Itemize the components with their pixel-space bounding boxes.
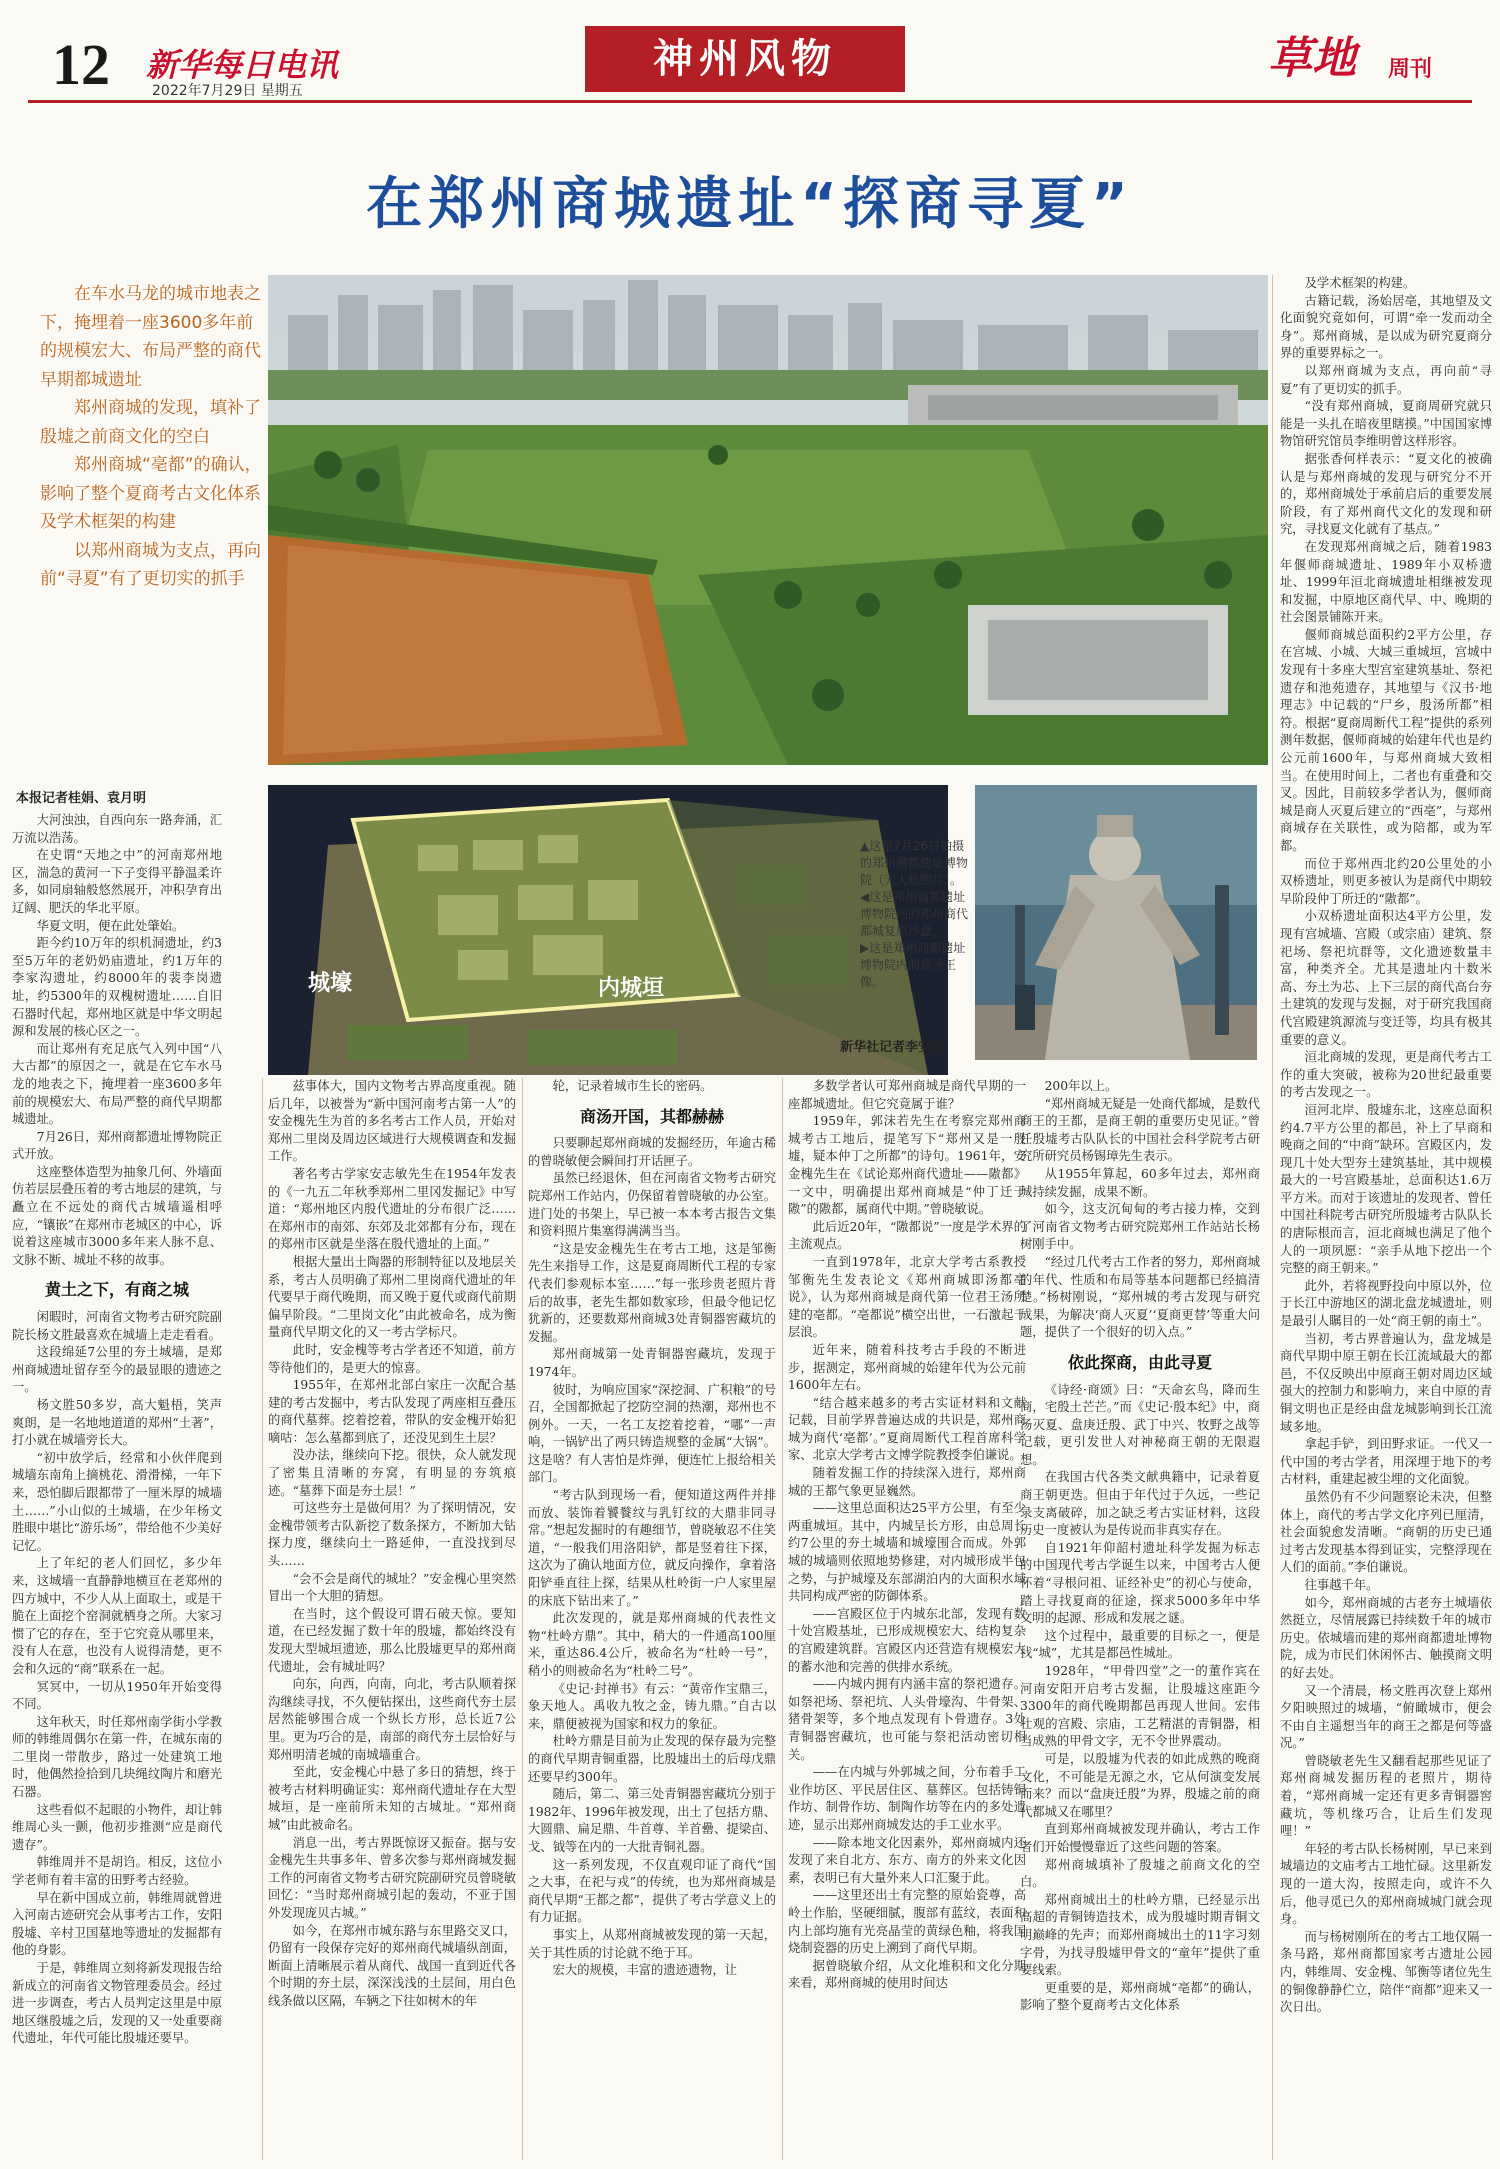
article-column-2 [268, 1078, 516, 2160]
paragraph: ——除本地文化因素外，郑州商城内还发现了来自北方、东方、南方的外来文化因素，表明已有大量外来人口汇聚于此。 [788, 1835, 1026, 1885]
paragraph: 曾晓敏老先生又翻看起那些见证了郑州商城发掘历程的老照片，期待着，“郑州商城一定还有更多青铜器窖藏坑，等机缘巧合，让后生们发现哩！” [1280, 1753, 1492, 1839]
paragraph: 1928年，“甲骨四堂”之一的董作宾在河南安阳开启考古发掘，让殷墟这座距今3300年的商代晚期都邑再现人世间。宏伟壮观的宫殿、宗庙，工艺精湛的青铜器，相当成熟的甲骨文字，无不令世界震动。 [1020, 1664, 1260, 1749]
paragraph: 消息一出，考古界既惊讶又振奋。据与安金槐先生共事多年、曾多次参与郑州商城发掘工作的河南省文物考古研究院副研究员曾晓敏回忆：“当时郑州商城引起的轰动，不亚于国外发现庞贝古城。” [268, 1835, 516, 1920]
page-number: 12 [52, 32, 110, 97]
column-divider [522, 1078, 523, 2160]
paragraph: 韩维周并不是胡诌。相反，这位小学老师有着丰富的田野考古经验。 [12, 1855, 222, 1888]
paragraph: 在当时，这个假设可谓石破天惊。要知道，在已经发掘了数十年的殷墟，都始终没有发现大型城垣遗迹，那么比殷墟更早的郑州商代遗址，会有城址吗？ [268, 1606, 516, 1674]
paragraph: 此时，安金槐等考古学者还不知道，前方等待他们的，是更大的惊喜。 [268, 1342, 516, 1375]
paragraph: 随后，第二、第三处青铜器窖藏坑分别于1982年、1996年被发现，出土了包括方鼎、大圆鼎、扁足鼎、牛首尊、羊首罍、提梁卣、戈、钺等在内的一大批青铜礼器。 [528, 1787, 776, 1854]
weekly-logo-text: 草地 [1268, 33, 1356, 84]
article-column-4 [788, 1078, 1026, 2160]
paragraph: 而与杨树刚所在的考古工地仅隔一条马路，郑州商都国家考古遗址公园内，韩维周、安金槐、邹衡等诸位先生的铜像静静伫立，陪伴“商都”迎来又一次日出。 [1280, 1929, 1492, 2015]
newspaper-brand: 新华每日电讯 [146, 46, 339, 84]
paragraph: 郑州商城第一处青铜器窖藏坑，发现于1974年。 [528, 1347, 776, 1379]
city-model-photo [268, 785, 948, 1075]
article-column-5 [1020, 1078, 1260, 2160]
paragraph: “没有郑州商城，夏商周研究就只能是一头扎在暗夜里瞎摸。”中国国家博物馆研究馆员李维明曾这样形容。 [1280, 399, 1492, 449]
paragraph: 郑州商城出土的杜岭方鼎，已经显示出高超的青铜铸造技术，成为殷墟时期青铜文明巅峰的先声；而郑州商城出土的11字习刻字骨，为找寻殷墟甲骨文的“童年”提供了重要线索。 [1020, 1892, 1260, 1978]
tang-statue-photo [975, 785, 1257, 1060]
paragraph: 在史谓“天地之中”的河南郑州地区，湍急的黄河一下子变得平静温柔许多，如同扇轴般悠然展开，冲积孕育出辽阔、肥沃的华北平原。 [12, 848, 222, 915]
paragraph: 此次发现的，就是郑州商城的代表性文物“杜岭方鼎”。其中，稍大的一件通高100厘米，重达86.4公斤，被命名为“杜岭一号”，稍小的则被命名为“杜岭二号”。 [528, 1611, 776, 1678]
paragraph: 如今，这支沉甸甸的考古接力棒，交到了河南省文物考古研究院郑州工作站站长杨树刚手中。 [1020, 1202, 1260, 1252]
paragraph: 及学术框架的构建。 [1304, 276, 1416, 290]
paragraph: “经过几代考古工作者的努力，郑州商城的年代、性质和布局等基本问题都已经搞清楚。”杨树刚说，“郑州城的考古发现与研究成果，为解决‘商人灭夏’‘夏商更替’等重大问题，提供了一个很好的切入点。” [1020, 1254, 1260, 1340]
paragraph: 1959年，郭沫若先生在考察完郑州商城考古工地后，提笔写下“郑州又是一殷墟，疑本仲丁之所都”的诗句。1961年，安金槐先生在《试论郑州商代遗址——隞都》一文中，明确提出郑州商城是“仲丁迁于隞”的隞都，属商代中期。”曾晓敏说。 [788, 1114, 1026, 1217]
paragraph: 向东，向西，向南，向北，考古队顺着探沟继续寻找，不久便钻探出，这些商代夯土层居然能够围合成一个纵长方形，总长近7公里。更为巧合的是，南部的商代夯土层恰好与郑州明清老城的南城墙重合。 [268, 1677, 516, 1762]
paragraph: 这些看似不起眼的小物件，却让韩维周心头一颤，他初步推测“应是商代遗存”。 [12, 1802, 222, 1852]
paragraph: ——内城内拥有内涵丰富的祭祀遗存。如祭祀场、祭祀坑、人头骨壕沟、牛骨架、猪骨架等，多个地点发现有卜骨遗存。3处青铜器窖藏坑，也可能与祭祀活动密切相关。 [788, 1677, 1026, 1762]
subheading: 依此探商，由此寻夏 [1067, 1352, 1212, 1372]
paragraph: 著名考古学家安志敏先生在1954年发表的《一九五二年秋季郑州二里冈发掘记》中写道：“郑州地区内殷代遗址的分布很广泛……在郑州市的南郊、东郊及北郊都有分布，现在的郑州市区就是坐落在殷代遗址的上面。” [268, 1166, 516, 1252]
paragraph: 多数学者认可郑州商城是商代早期的一座都城遗址。但它究竟属于谁？ [788, 1079, 1026, 1111]
paragraph: 拿起手铲，到田野求证。一代又一代中国的考古学者，用深埋于地下的考古材料，重建起被尘埋的文化面貌。 [1280, 1437, 1492, 1487]
city-model-illustration [268, 785, 948, 1075]
paragraph: 此外，若将视野投向中原以外，位于长江中游地区的湖北盘龙城遗址，则是最引人瞩目的一处“商王朝的南土”。 [1280, 1278, 1492, 1329]
paragraph: 于是，韩维周立刻将新发现报告给新成立的河南省文物管理委员会。经过进一步调查，考古人员判定这里是中原地区继殷墟之后，发现的又一处重要商代遗址，年代可能比殷墟还要早。 [12, 1961, 222, 2046]
paragraph: 这座整体造型为抽象几何、外墙面仿若层层叠压着的考古地层的建筑，与矗立在不远处的商代古城墙遥相呼应，“镶嵌”在郑州市老城区的中心，诉说着这座城市3000多年来人脉不息、文脉不断、城址不移的故事。 [12, 1164, 222, 1267]
column-divider [1272, 275, 1273, 2160]
aerial-photo-illustration [268, 275, 1268, 765]
paragraph: “考古队到现场一看，便知道这两件并排而放、装饰着饕餮纹与乳钉纹的大鼎非同寻常。”想起发掘时的有趣细节，曾晓敏忍不住笑道，“一般我们用洛阳铲，都是竖着往下探，这次为了确认地面方位，就反向操作，拿着洛阳铲垂直往上探，结果从杜岭街一户人家里屋的床底下钻出来了。” [528, 1488, 776, 1608]
paragraph: 宏大的规模，丰富的遗迹遗物，让 [552, 1963, 738, 1978]
paragraph: 往事越千年。 [1304, 1577, 1379, 1592]
paragraph: 古籍记载，汤始居亳，其地望及文化面貌究竟如何，可谓“牵一发而动全身”。郑州商城，是以成为研究夏商分界的重要界标之一。 [1280, 293, 1492, 361]
paragraph: 而让郑州有充足底气入列中国“八大古都”的原因之一，就是在它车水马龙的地表之下，掩埋着一座3600多年前的规模宏大、布局严整的商代早期都城遗址。 [12, 1041, 222, 1127]
paragraph: 自1921年仰韶村遗址科学发掘为标志的中国现代考古学诞生以来，中国考古人便怀着“寻根问祖、证经补史”的初心与使命，踏上寻找夏商的征途，探求5000多年中华文明的起源、形成和发展之谜。 [1020, 1540, 1260, 1626]
paragraph: 大河浊浊，自西向东一路奔涌，汇万流以浩荡。 [12, 813, 222, 845]
paragraph: 距今约10万年的织机洞遗址，约3至5万年的老奶奶庙遗址，约1万年的李家沟遗址，约8000年的裴李岗遗址，约5300年的双槐树遗址……自旧石器时代起，郑州地区就是中华文明起源和发展的核心区之一。 [12, 936, 222, 1039]
paragraph: 可这些夯土是做何用？为了探明情况，安金槐带领考古队新挖了数条探方，不断加大钻探力度，继续向土一路延伸，一直没找到尽头…… [268, 1501, 516, 1569]
paragraph: 如今，郑州商城的古老夯土城墙依然挺立，尽情展露已持续数千年的城市历史。依城墙而建的郑州商都遗址博物院，成为市民们休闲怀古、触摸商文明的好去处。 [1280, 1595, 1492, 1680]
section-title: 神州风物 [585, 26, 905, 92]
paragraph: 《诗经·商颂》曰：“天命玄鸟，降而生商，宅殷土芒芒。”而《史记·殷本纪》中，商汤灭夏、盘庚迁殷、武丁中兴、牧野之战等记载，更引发世人对神秘商王朝的无限遐想。 [1020, 1382, 1260, 1467]
paragraph: 虽然已经退休，但在河南省文物考古研究院郑州工作站内，仍保留着曾晓敏的办公室。进门处的书架上，早已被一本本考古报告文集和资料照片集塞得满满当当。 [528, 1171, 776, 1239]
paragraph: 这年秋天，时任郑州南学街小学教师的韩维周偶尔在第一件，在城东南的二里岗一带散步，路过一处建筑工地时，他偶然捡拾到几块绳纹陶片和磨光石器。 [12, 1714, 222, 1800]
paragraph: ——宫殿区位于内城东北部，发现有数十处宫殿基址，已形成规模宏大、结构复杂的宫殿建筑群。宫殿区内还营造有规模宏大的蓄水池和完善的供排水系统。 [788, 1606, 1026, 1674]
article-column-1 [12, 812, 222, 2160]
article-column-3 [528, 1078, 776, 2160]
intro-point: 郑州商城的发现，填补了殷墟之前商文化的空白 [40, 398, 261, 447]
paragraph: 偃师商城总面积约2平方公里，存在宫城、小城、大城三重城垣，宫城中发现有十多座大型宫室建筑基址、祭祀遗存和池苑遗存，其地望与《汉书·地理志》中记载的“尸乡，殷汤所都”相符。根据“夏商周断代工程”提供的系列测年数据，偃师商城的始建年代也是约公元前1600年，与郑州商城大致相当。在使用时间上，二者也有重叠和交叉。因此，目前较多学者认为，偃师商城是商人灭夏后建立的“西亳”，与郑州商城存在关联性，或为陪都，或为军都。 [1280, 627, 1492, 853]
model-label-inner-wall: 内城垣 [598, 976, 665, 1001]
paragraph: 又一个清晨，杨文胜再次登上郑州夕阳映照过的城墙，“俯瞰城市，便会不由自主遥想当年的商王之都是何等盛况。” [1280, 1683, 1492, 1751]
paragraph: “郑州商城无疑是一处商代都城，是数代商王的王都，是商王朝的重要历史见证。”曾任殷墟考古队队长的中国社会科学院考古研究所研究员杨锡璋先生表示。 [1020, 1096, 1260, 1164]
photo-credit: 新华社记者李安摄 [840, 1040, 945, 1055]
paragraph: 这段绵延7公里的夯土城墙，是郑州商城遗址留存至今的最显眼的遗迹之一。 [12, 1345, 222, 1395]
paragraph: 此后近20年，“隞都说”一度是学术界的主流观点。 [788, 1219, 1026, 1252]
header-rule [28, 100, 1472, 103]
paragraph: 只要聊起郑州商城的发掘经历，年逾古稀的曾晓敏便会瞬间打开话匣子。 [528, 1136, 776, 1168]
paragraph: 1955年，在郑州北部白家庄一次配合基建的考古发掘中，考古队发现了两座相互叠压的商代墓葬。挖着挖着，带队的安金槐开始犯嘀咕：怎么墓都到底了，还没见到生土层？ [268, 1378, 516, 1445]
paragraph: 兹事体大，国内文物考古界高度重视。随后几年，以被誉为“新中国河南考古第一人”的安金槐先生为首的多名考古工作人员，开始对郑州二里岗及周边区域进行大规模调查和发掘工作。 [268, 1079, 516, 1164]
column-divider [782, 1078, 783, 2160]
paragraph: 至此，安金槐心中悬了多日的猜想，终于被考古材料明确证实：郑州商代遗址存在大型城垣，是一座前所未知的古城址。“郑州商城”由此被命名。 [268, 1765, 516, 1832]
museum-aerial-photo [268, 275, 1268, 765]
paragraph: 可是，以殷墟为代表的如此成熟的晚商文化，不可能是无源之水，它从何演变发展而来？而以“盘庚迁殷”为界，殷墟之前的商代都城又在哪里？ [1020, 1751, 1260, 1819]
paragraph: 7月26日，郑州商都遗址博物院正式开放。 [12, 1129, 222, 1162]
subheading: 黄土之下，有商之城 [44, 1280, 189, 1300]
paragraph: 杜岭方鼎是目前为止发现的保存最为完整的商代早期青铜重器，比殷墟出土的后母戊鼎还要早约300年。 [528, 1734, 776, 1784]
paragraph: 一直到1978年，北京大学考古系教授邹衡先生发表论文《郑州商城即汤都亳说》，认为郑州商城是商代第一位君王汤所建的亳都。“亳都说”横空出世，一石激起千层浪。 [788, 1254, 1026, 1340]
paragraph: 200年以上。 [1044, 1079, 1118, 1093]
headline: 在郑州商城遗址“探商寻夏” [366, 172, 1134, 237]
paragraph: 近年来，随着科技考古手段的不断进步，据测定，郑州商城的始建年代为公元前1600年左右。 [788, 1342, 1026, 1393]
intro-point: 以郑州商城为支点，再向前“寻夏”有了更切实的抓手 [40, 540, 261, 589]
paragraph: 这个过程中，最重要的目标之一，便是找“城”，尤其是都邑性城址。 [1020, 1628, 1260, 1661]
paragraph: “会不会是商代的城址？”安金槐心里突然冒出一个大胆的猜想。 [268, 1571, 516, 1604]
paragraph: 这一系列发现，不仅直观印证了商代“国之大事，在祀与戎”的传统，也为郑州商城是商代早期“王都之都”，提供了考古学意义上的有力证据。 [528, 1857, 776, 1925]
paragraph: 事实上，从郑州商城被发现的第一天起，关于其性质的讨论就不绝于耳。 [528, 1927, 776, 1960]
intro-point: 在车水马龙的城市地表之下，掩埋着一座3600多年前的规模宏大、布局严整的商代早期都城遗址 [40, 284, 261, 390]
paragraph: 据张香何样表示：“夏文化的被确认是与郑州商城的发现与研究分不开的，郑州商城处于承前启后的重要发展阶段，有了郑州商代文化的发现和研究，寻找夏文化就有了基点。” [1280, 451, 1492, 537]
intro-point: 郑州商城“亳都”的确认，影响了整个夏商考古文化体系及学术框架的构建 [40, 455, 262, 532]
paragraph: 根据大量出土陶器的形制特征以及地层关系，考古人员明确了郑州二里岗商代遗址的年代要早于商代晚期，而又晚于夏代或商代前期偏早阶段。“二里岗文化”由此被命名，成为衡量商代早期文化的又一考古学标尺。 [268, 1254, 516, 1340]
article-column-6 [1280, 275, 1492, 2160]
paragraph: 以郑州商城为支点，再向前“寻夏”有了更切实的抓手。 [1280, 363, 1492, 396]
byline: 本报记者桂娟、袁月明 [16, 791, 147, 806]
paragraph: 没办法，继续向下挖。很快，众人就发现了密集且清晰的夯窝，有明显的夯筑痕迹。“墓葬下面是夯土层！” [268, 1448, 516, 1498]
weekly-label: 周刊 [1388, 56, 1433, 82]
photo-captions [860, 838, 970, 991]
column-divider [262, 1078, 263, 2160]
paragraph: 而位于郑州西北约20公里处的小双桥遗址，则更多被认为是商代中期较早阶段仲丁所迁的“隞都”。 [1280, 856, 1492, 906]
caption: ◀这是郑州商都遗址博物院内的郑州商代都城复原沙盘。 [860, 890, 969, 938]
caption: ▲这是7月26日拍摄的郑州商都遗址博物院（无人机照片）。 [860, 839, 969, 887]
paragraph: ——这里总面积达25平方公里，有至少两重城垣。其中，内城呈长方形，由总周长约7公里的夯土城墙和城壕围合而成。外郭城的城墙则依照地势修建，对内城形成半包之势，与护城壕及东部湖泊内的大面积水域共同构成严密的防御体系。 [788, 1501, 1026, 1604]
paragraph: 早在新中国成立前，韩维周就曾进入河南古迹研究会从事考古工作，安阳殷墟、辛村卫国墓地等遗址的发掘都有他的身影。 [12, 1890, 222, 1958]
paragraph: 随着发掘工作的持续深入进行，郑州商城的王都气象更显巍然。 [788, 1466, 1026, 1498]
paragraph: “初中放学后，经常和小伙伴爬到城墙东南角上摘桃花、滑滑梯，一年下来，恐怕脚后跟都带了一厘米厚的城墙土……”小山似的土城墙，在少年杨文胜眼中堪比“游乐场”，带给他不少美好记忆。 [12, 1450, 222, 1553]
issue-date: 2022年7月29日 星期五 [152, 83, 303, 99]
model-label-moat: 城壕 [308, 971, 353, 996]
paragraph: 小双桥遗址面积达4平方公里，发现有宫城墙、宫殿（或宗庙）建筑、祭祀场、祭祀坑群等，文化遗迹数量丰富，种类齐全。尤其是遗址内十数米高、夯土为芯、上下三层的商代高台夯土建筑的发现与发掘，对于研究我国商代宫殿建筑源流与变迁等，均具有极其重要的意义。 [1280, 909, 1492, 1047]
paragraph: 轮，记录着城市生长的密码。 [552, 1079, 713, 1093]
paragraph: 如今，在郑州市城东路与东里路交叉口，仍留有一段保存完好的郑州商代城墙纵剖面，断面上清晰展示着从商代、战国一直到近代各个时期的夯土层，深深浅浅的土层间，用白色线条做以区隔，车辆之下往如树木的年 [268, 1923, 516, 2008]
paragraph: ——在内城与外郭城之间，分布着手工业作坊区、平民居住区、墓葬区。包括铸铜作坊、制骨作坊、制陶作坊等在内的多处遗迹，显示出郑州商城发达的手工业水平。 [788, 1765, 1026, 1832]
paragraph: 虽然仍有不少问题察论未决，但整体上，商代的考古学文化序列已厘清，社会面貌愈发清晰。“商朝的历史已通过考古发现基本得到证实，完整浮现在人们的面前。”李伯谦说。 [1280, 1489, 1492, 1575]
paragraph: 更重要的是，郑州商城“亳都”的确认，影响了整个夏商考古文化体系 [1020, 1980, 1260, 2013]
paragraph: 上了年纪的老人们回忆，多少年来，这城墙一直静静地横亘在老郑州的四方城中，不少人从上面取土，或是干脆在上面挖个窑洞就栖身之所。大家习惯了它的存在，至于它究竟从哪里来，没有人在意，也没有人说得清楚，更不会和久远的“商”联系在一起。 [12, 1556, 222, 1676]
paragraph: 彼时，为响应国家“深挖洞、广积粮”的号召，全国都掀起了挖防空洞的热潮，郑州也不例外。一天，一名工友挖着挖着，“哪”一声响，一锅铲出了两只铸造规整的金属“大锅”。这是啥？有人害怕是炸弹，便连忙上报给相关部门。 [528, 1382, 776, 1485]
paragraph: 据曾晓敏介绍，从文化堆积和文化分期来看，郑州商城的使用时间达 [788, 1958, 1026, 1991]
paragraph: 郑州商城填补了殷墟之前商文化的空白。 [1020, 1857, 1260, 1890]
paragraph: ——这里还出土有完整的原始瓷尊，高岭土作胎，坚硬细腻，腹部有蓝纹，表面和内上部均施有光亮晶莹的黄绿色釉，将我国烧制瓷器的历史上溯到了商代早期。 [788, 1888, 1026, 1956]
paragraph: 当初，考古界普遍认为，盘龙城是商代早期中原王朝在长江流域最大的都邑，不仅反映出中原商王朝对周边区域强大的控制力和影响力，来自中原的青铜文明也正是经由盘龙城影响到长江流域多地。 [1280, 1331, 1492, 1434]
paragraph: 年轻的考古队长杨树刚，早已来到城墙边的文庙考古工地忙碌。这里新发现的一道大沟，按照走向，或许不久后，他寻觅已久的郑州商城城门就会现身。 [1280, 1841, 1492, 1927]
paragraph: “这是安金槐先生在考古工地，这是邹衡先生来指导工作，这是夏商周断代工程的专家代表们参观标本室……”每一张珍贵老照片背后的故事，老先生都如数家珍，但最令他记忆犹新的，还要数郑州商城3处青铜器窖藏坑的发掘。 [528, 1241, 776, 1344]
paragraph: 洹河北岸、殷墟东北，这座总面积约4.7平方公里的都邑，补上了早商和晚商之间的“中商”缺环。宫殿区内，发现几十处大型夯土建筑基址，其中规模最大的一号宫殿基址，总面积达1.6万平方米。而对于该遗址的发现者、曾任中国社科院考古研究所殷墟考古队队长的唐际根而言，洹北商城也满足了他个人的一项夙愿：“亲手从地下挖出一个完整的商王朝来。” [1280, 1102, 1492, 1276]
paragraph: 从1955年算起，60多年过去，郑州商城持续发掘，成果不断。 [1020, 1166, 1260, 1199]
paragraph: 在发现郑州商城之后，随着1983年偃师商城遗址、1989年小双桥遗址、1999年洹北商城遗址相继被发现和发掘，中原地区商代早、中、晚期的社会图景铺陈开来。 [1280, 539, 1492, 625]
intro-summary [40, 280, 270, 594]
subheading: 商汤开国，其都赫赫 [579, 1106, 724, 1126]
statue-illustration [975, 785, 1257, 1060]
caption: ▶这是郑州商都遗址博物院内的商汤王像。 [860, 941, 966, 989]
paragraph: 冥冥中，一切从1950年开始变得不同。 [12, 1679, 222, 1712]
paragraph: 洹北商城的发现，更是商代考古工作的重大突破，被称为20世纪最重要的考古发现之一。 [1280, 1050, 1492, 1100]
paragraph: 直到郑州商城被发现并确认，考古工作者们开始慢慢靠近了这些问题的答案。 [1020, 1822, 1260, 1854]
paragraph: 在我国古代各类文献典籍中，记录着夏商王朝更迭。但由于年代过于久远，一些记录支离破碎，加之缺乏考古实证材料，这段历史一度被认为是传说而非真实存在。 [1020, 1470, 1260, 1538]
weekly-logo [1268, 22, 1468, 92]
paragraph: 杨文胜50多岁，高大魁梧，笑声爽朗，是一名地地道道的郑州“土著”，打小就在城墙旁长大。 [12, 1398, 222, 1448]
paragraph: “结合越来越多的考古实证材料和文献记载，目前学界普遍达成的共识是，郑州商城为商代‘亳都’。”夏商周断代工程首席科学家、北京大学考古文博学院教授李伯谦说。 [788, 1395, 1026, 1463]
paragraph: 《史记·封禅书》有云：“黄帝作宝鼎三，象天地人。禹收九牧之金，铸九鼎。”自古以来，鼎便被视为国家和权力的象征。 [528, 1681, 776, 1731]
paragraph: 闲暇时，河南省文物考古研究院副院长杨文胜最喜欢在城墙上走走看看。 [12, 1310, 222, 1342]
paragraph: 华夏文明，便在此处肇始。 [36, 918, 185, 933]
